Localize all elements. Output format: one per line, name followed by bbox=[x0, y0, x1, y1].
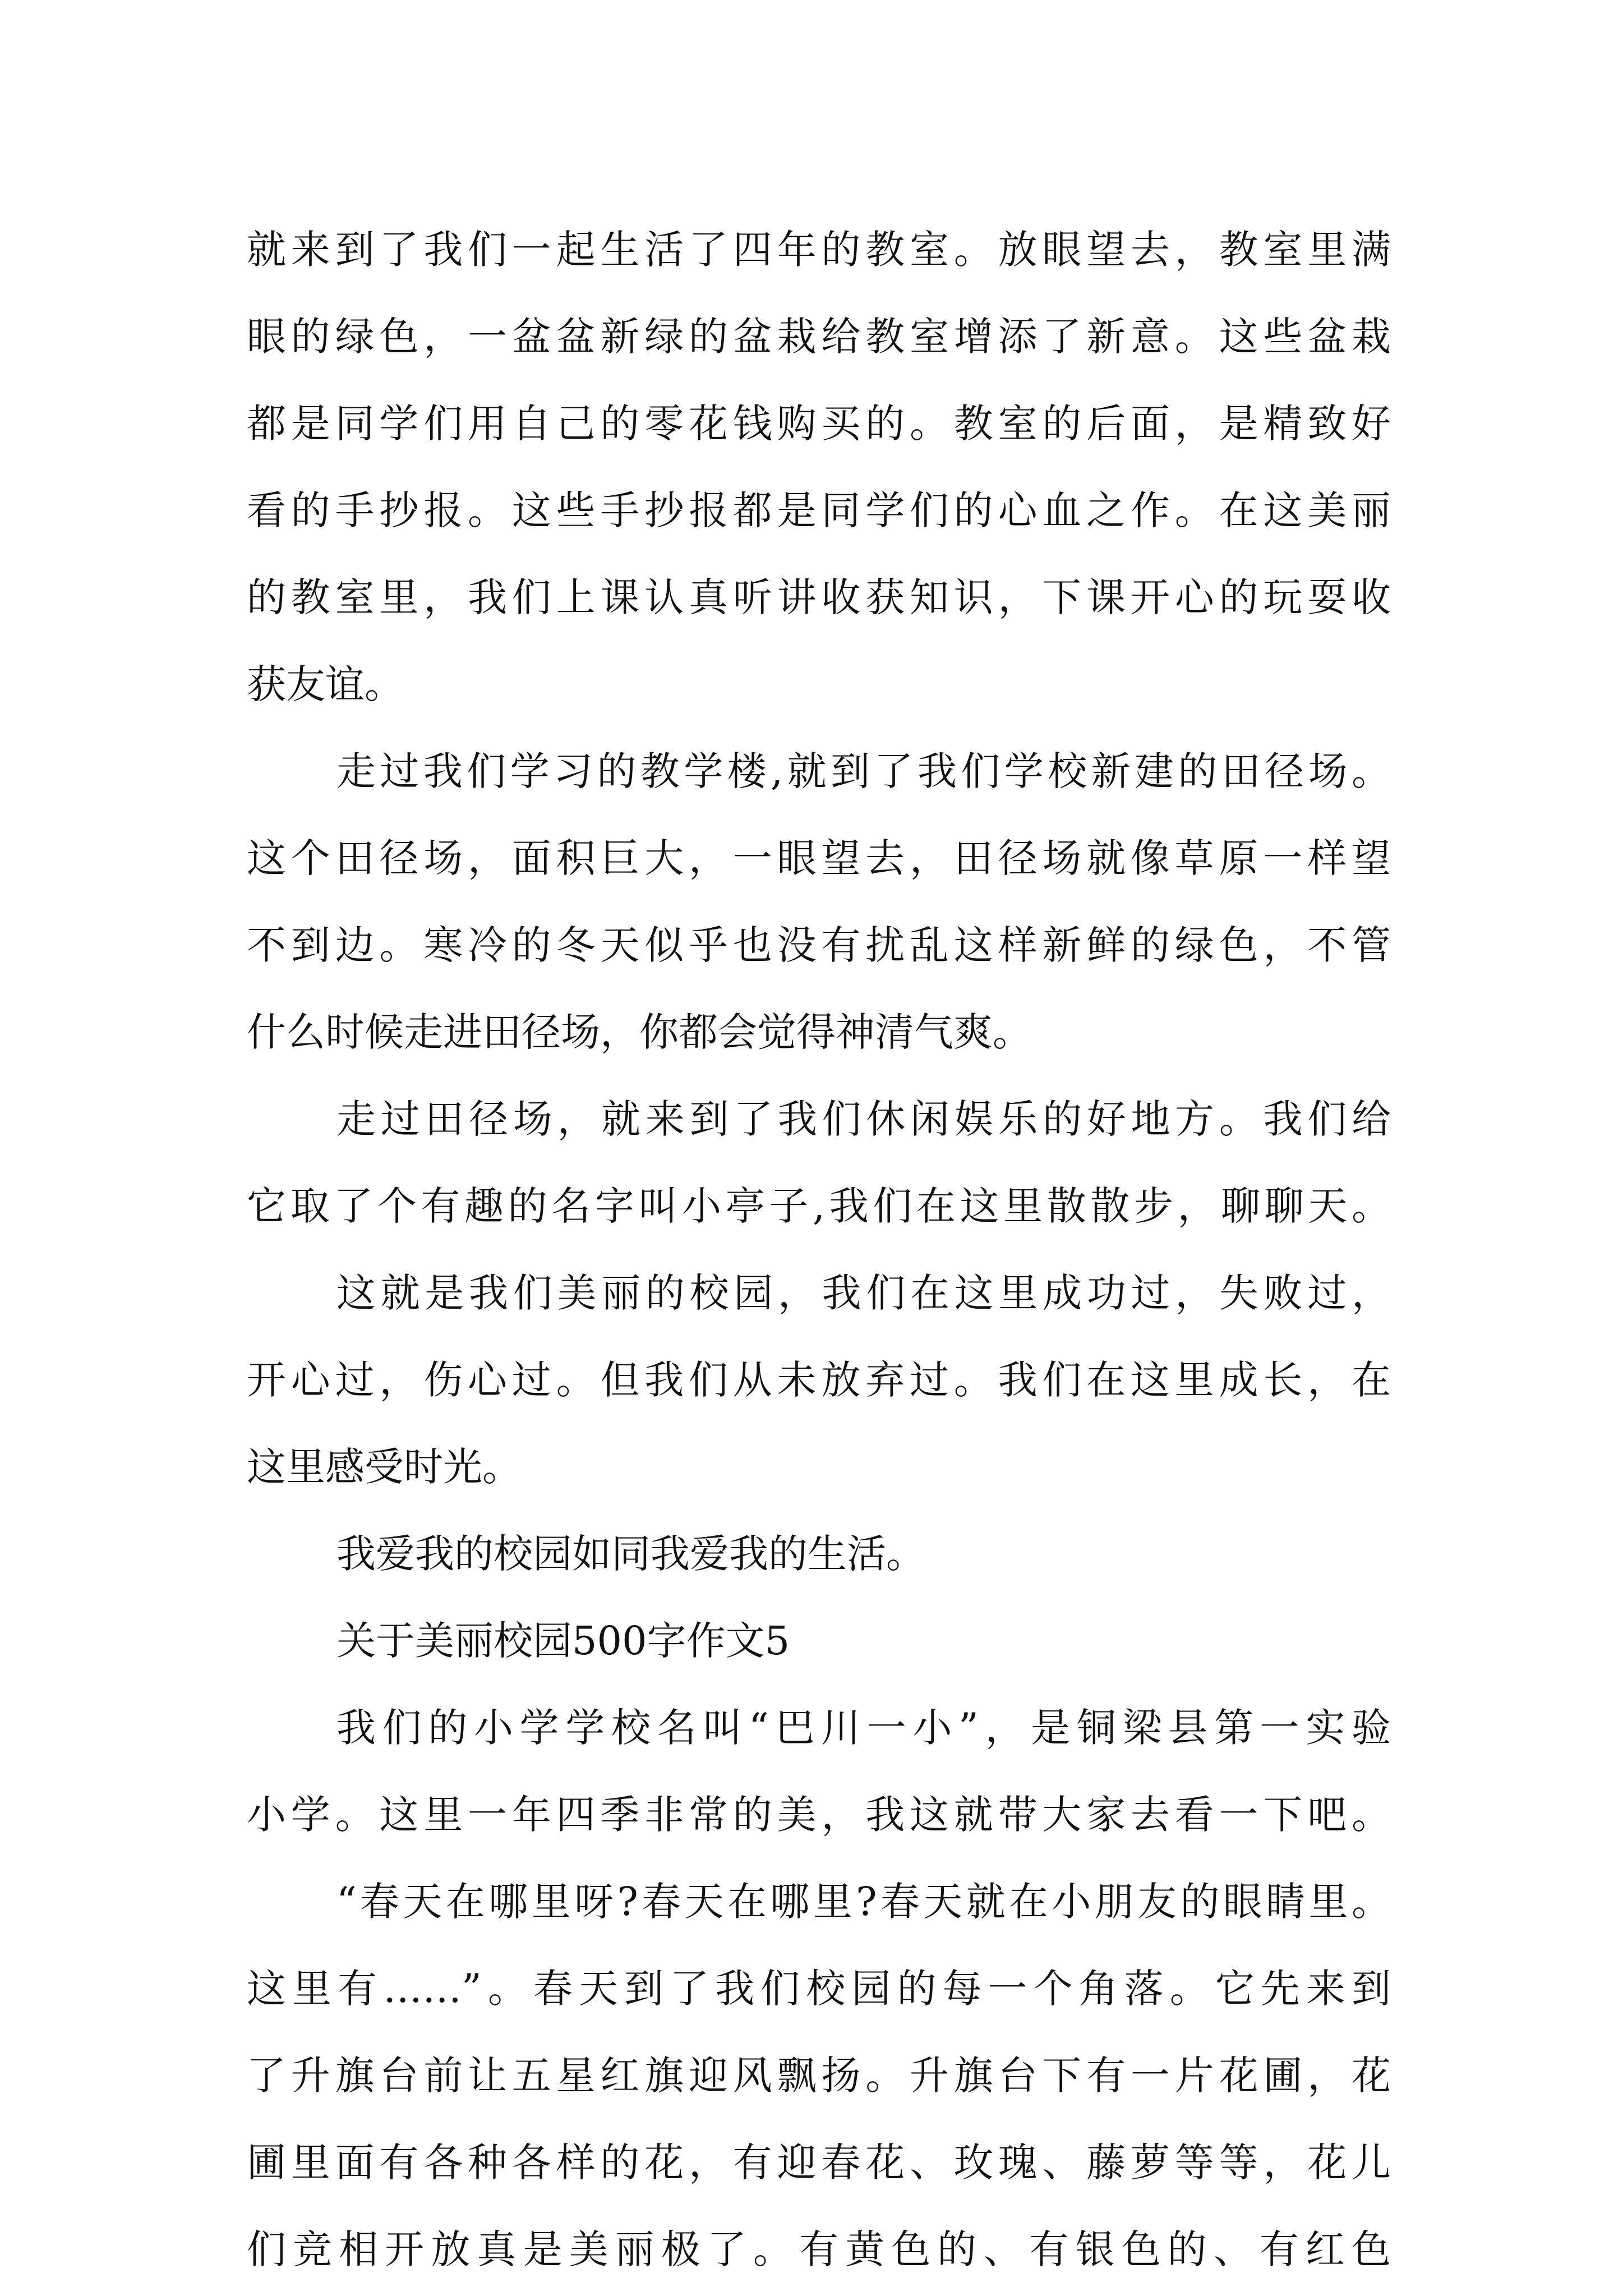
text-line: 小学。这里一年四季非常的美，我这就带大家去看一下吧。 bbox=[247, 1792, 1391, 1838]
text-line: 我爱我的校园如同我爱我的生活。 bbox=[336, 1531, 925, 1577]
text-line: 获友谊。 bbox=[247, 661, 404, 707]
text-line: 都是同学们用自己的零花钱购买的。教室的后面，是精致好 bbox=[247, 401, 1391, 447]
text-line: 我们的小学学校名叫“巴川一小”，是铜梁县第一实验 bbox=[336, 1705, 1391, 1751]
text-line: 这里有……”。春天到了我们校园的每一个角落。它先来到 bbox=[247, 1966, 1391, 2012]
text-line: 不到边。寒冷的冬天似乎也没有扰乱这样新鲜的绿色，不管 bbox=[247, 922, 1391, 968]
essay-body bbox=[247, 206, 1391, 2293]
text-line: 开心过，伤心过。但我们从未放弃过。我们在这里成长，在 bbox=[247, 1357, 1391, 1403]
text-line: 它取了个有趣的名字叫小亭子,我们在这里散散步，聊聊天。 bbox=[247, 1183, 1391, 1229]
text-line: 这里感受时光。 bbox=[247, 1444, 522, 1490]
text-line: “春天在哪里呀?春天在哪里?春天就在小朋友的眼睛里。 bbox=[336, 1879, 1391, 1925]
text-line: 就来到了我们一起生活了四年的教室。放眼望去，教室里满 bbox=[247, 227, 1391, 273]
text-line: 看的手抄报。这些手抄报都是同学们的心血之作。在这美丽 bbox=[247, 487, 1391, 533]
text-line: 眼的绿色，一盆盆新绿的盆栽给教室增添了新意。这些盆栽 bbox=[247, 314, 1391, 360]
text-line: 们竞相开放真是美丽极了。有黄色的、有银色的、有红色 bbox=[247, 2226, 1391, 2272]
text-line: 圃里面有各种各样的花，有迎春花、玫瑰、藤萝等等，花儿 bbox=[247, 2139, 1391, 2185]
text-line: 了升旗台前让五星红旗迎风飘扬。升旗台下有一片花圃，花 bbox=[247, 2053, 1391, 2099]
text-line: 这就是我们美丽的校园，我们在这里成功过，失败过， bbox=[336, 1270, 1391, 1316]
text-line: 什么时候走进田径场，你都会觉得神清气爽。 bbox=[247, 1009, 1032, 1055]
text-line: 这个田径场，面积巨大，一眼望去，田径场就像草原一样望 bbox=[247, 835, 1391, 881]
text-line: 走过我们学习的教学楼,就到了我们学校新建的田径场。 bbox=[336, 748, 1391, 794]
section-heading: 关于美丽校园500字作文5 bbox=[336, 1618, 790, 1664]
text-line: 走过田径场，就来到了我们休闲娱乐的好地方。我们给 bbox=[336, 1096, 1391, 1142]
text-line: 的教室里，我们上课认真听讲收获知识，下课开心的玩耍收 bbox=[247, 574, 1391, 620]
